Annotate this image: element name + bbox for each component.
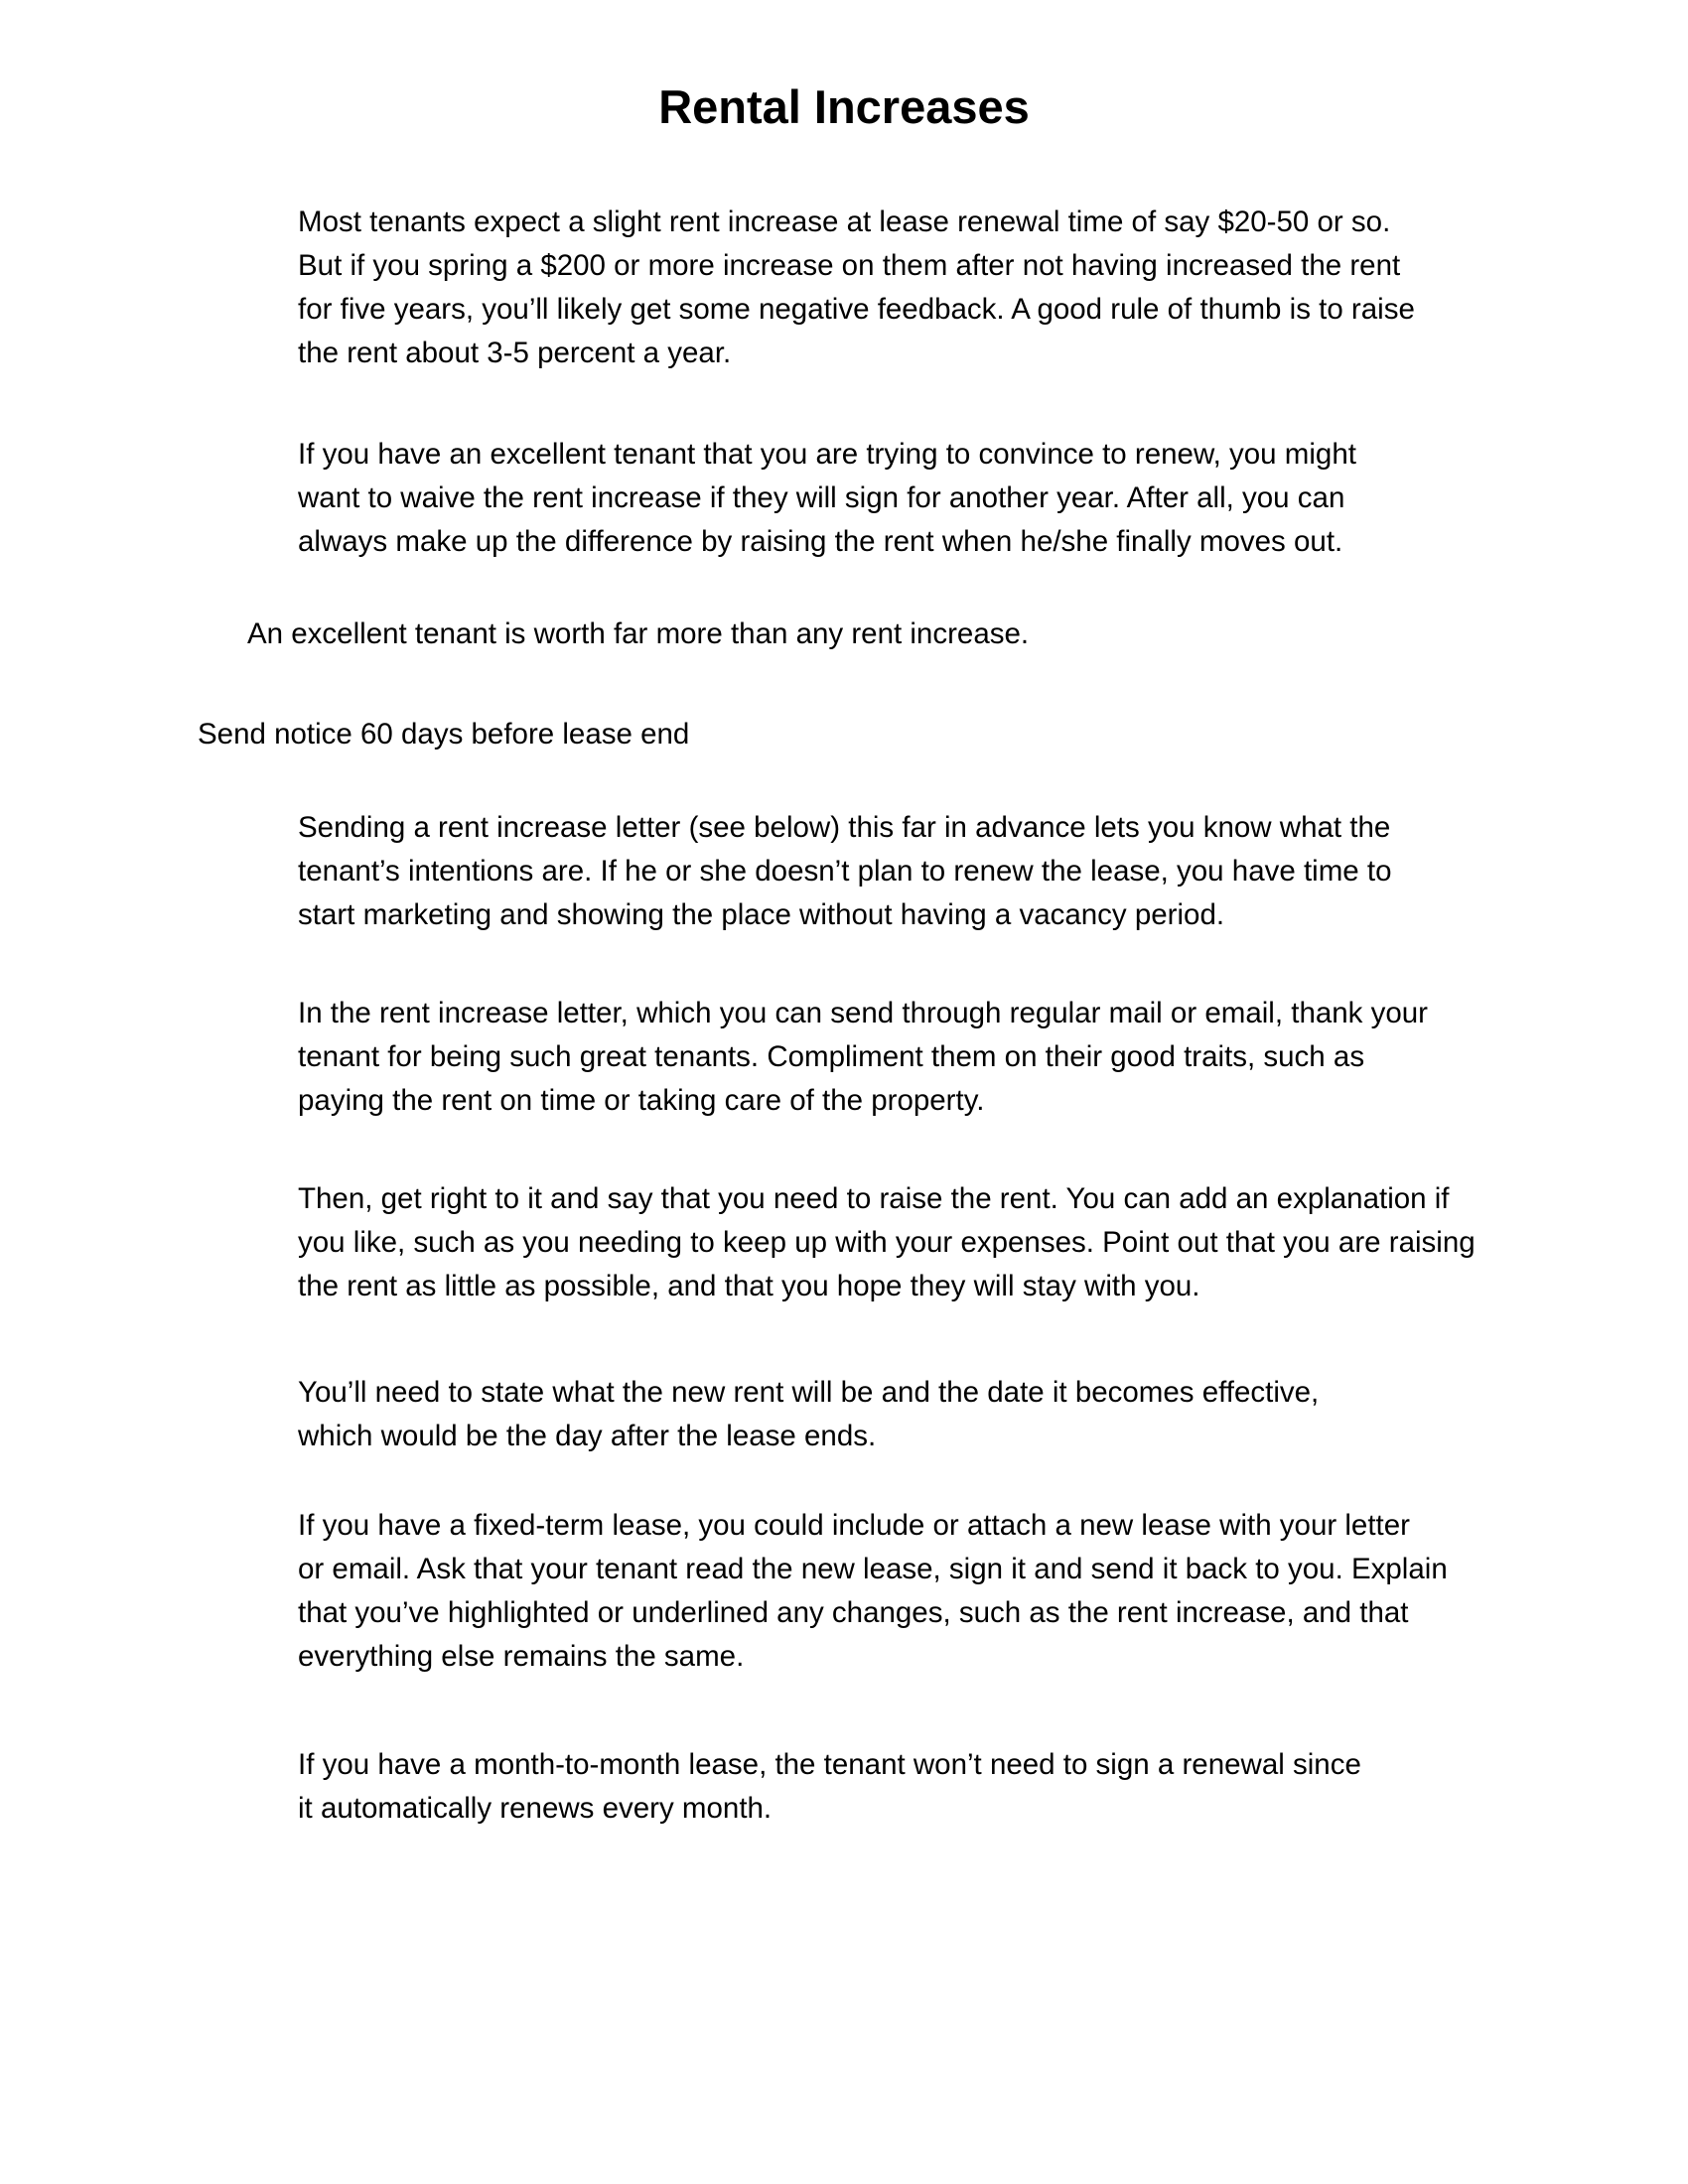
paragraph-excellent-tenant bbox=[298, 433, 1356, 564]
paragraph-line: An excellent tenant is worth far more than any rent increase. bbox=[247, 617, 1030, 650]
paragraph-line: for five years, you’ll likely get some negative feedback. A good rule of thumb is to raise bbox=[298, 293, 1415, 326]
paragraph-line: want to waive the rent increase if they will sign for another year. After all, you can bbox=[298, 481, 1345, 514]
paragraph-line: paying the rent on time or taking care of the property. bbox=[298, 1084, 985, 1117]
paragraph-line: everything else remains the same. bbox=[298, 1640, 745, 1673]
paragraph-line: If you have a fixed-term lease, you could include or attach a new lease with your letter bbox=[298, 1509, 1410, 1542]
paragraph-line: start marketing and showing the place without having a vacancy period. bbox=[298, 898, 1225, 931]
paragraph-line: tenant for being such great tenants. Compliment them on their good traits, such as bbox=[298, 1040, 1365, 1073]
paragraph-new-rent-date bbox=[298, 1371, 1319, 1458]
paragraph-line: that you’ve highlighted or underlined any changes, such as the rent increase, and that bbox=[298, 1596, 1409, 1629]
paragraph-raise-rent bbox=[298, 1177, 1476, 1308]
paragraph-letter-content bbox=[298, 992, 1428, 1123]
paragraph-line: Then, get right to it and say that you need to raise the rent. You can add an explanation if bbox=[298, 1182, 1450, 1215]
paragraph-line: or email. Ask that your tenant read the new lease, sign it and send it back to you. Explain bbox=[298, 1553, 1448, 1585]
paragraph-line: tenant’s intentions are. If he or she doesn’t plan to renew the lease, you have time to bbox=[298, 855, 1392, 887]
paragraph-line: If you have a month-to-month lease, the tenant won’t need to sign a renewal since bbox=[298, 1748, 1361, 1781]
paragraph-fixed-term-lease bbox=[298, 1504, 1448, 1679]
section-heading-send-notice bbox=[198, 713, 689, 756]
paragraph-line: Sending a rent increase letter (see below) this far in advance lets you know what the bbox=[298, 811, 1391, 844]
paragraph-rent-expectations bbox=[298, 201, 1415, 375]
page-title: Rental Increases bbox=[658, 80, 1030, 133]
paragraph-line: you like, such as you needing to keep up with your expenses. Point out that you are raising bbox=[298, 1226, 1476, 1259]
paragraph-line: it automatically renews every month. bbox=[298, 1792, 773, 1825]
paragraph-line: the rent as little as possible, and that you hope they will stay with you. bbox=[298, 1270, 1200, 1302]
paragraph-month-to-month bbox=[298, 1743, 1361, 1831]
paragraph-line: Most tenants expect a slight rent increase at lease renewal time of say $20-50 or so. bbox=[298, 205, 1391, 238]
paragraph-line: Send notice 60 days before lease end bbox=[198, 718, 690, 751]
paragraph-line: You’ll need to state what the new rent will be and the date it becomes effective, bbox=[298, 1376, 1320, 1409]
paragraph-sending-letter bbox=[298, 806, 1391, 937]
paragraph-line: In the rent increase letter, which you can send through regular mail or email, thank your bbox=[298, 997, 1428, 1029]
paragraph-line: But if you spring a $200 or more increase on them after not having increased the rent bbox=[298, 249, 1401, 282]
paragraph-tenant-worth bbox=[247, 613, 1029, 656]
paragraph-line: the rent about 3-5 percent a year. bbox=[298, 337, 732, 369]
paragraph-line: always make up the difference by raising the rent when he/she finally moves out. bbox=[298, 525, 1343, 558]
paragraph-line: which would be the day after the lease ends. bbox=[298, 1420, 877, 1452]
paragraph-line: If you have an excellent tenant that you are trying to convince to renew, you might bbox=[298, 438, 1356, 471]
